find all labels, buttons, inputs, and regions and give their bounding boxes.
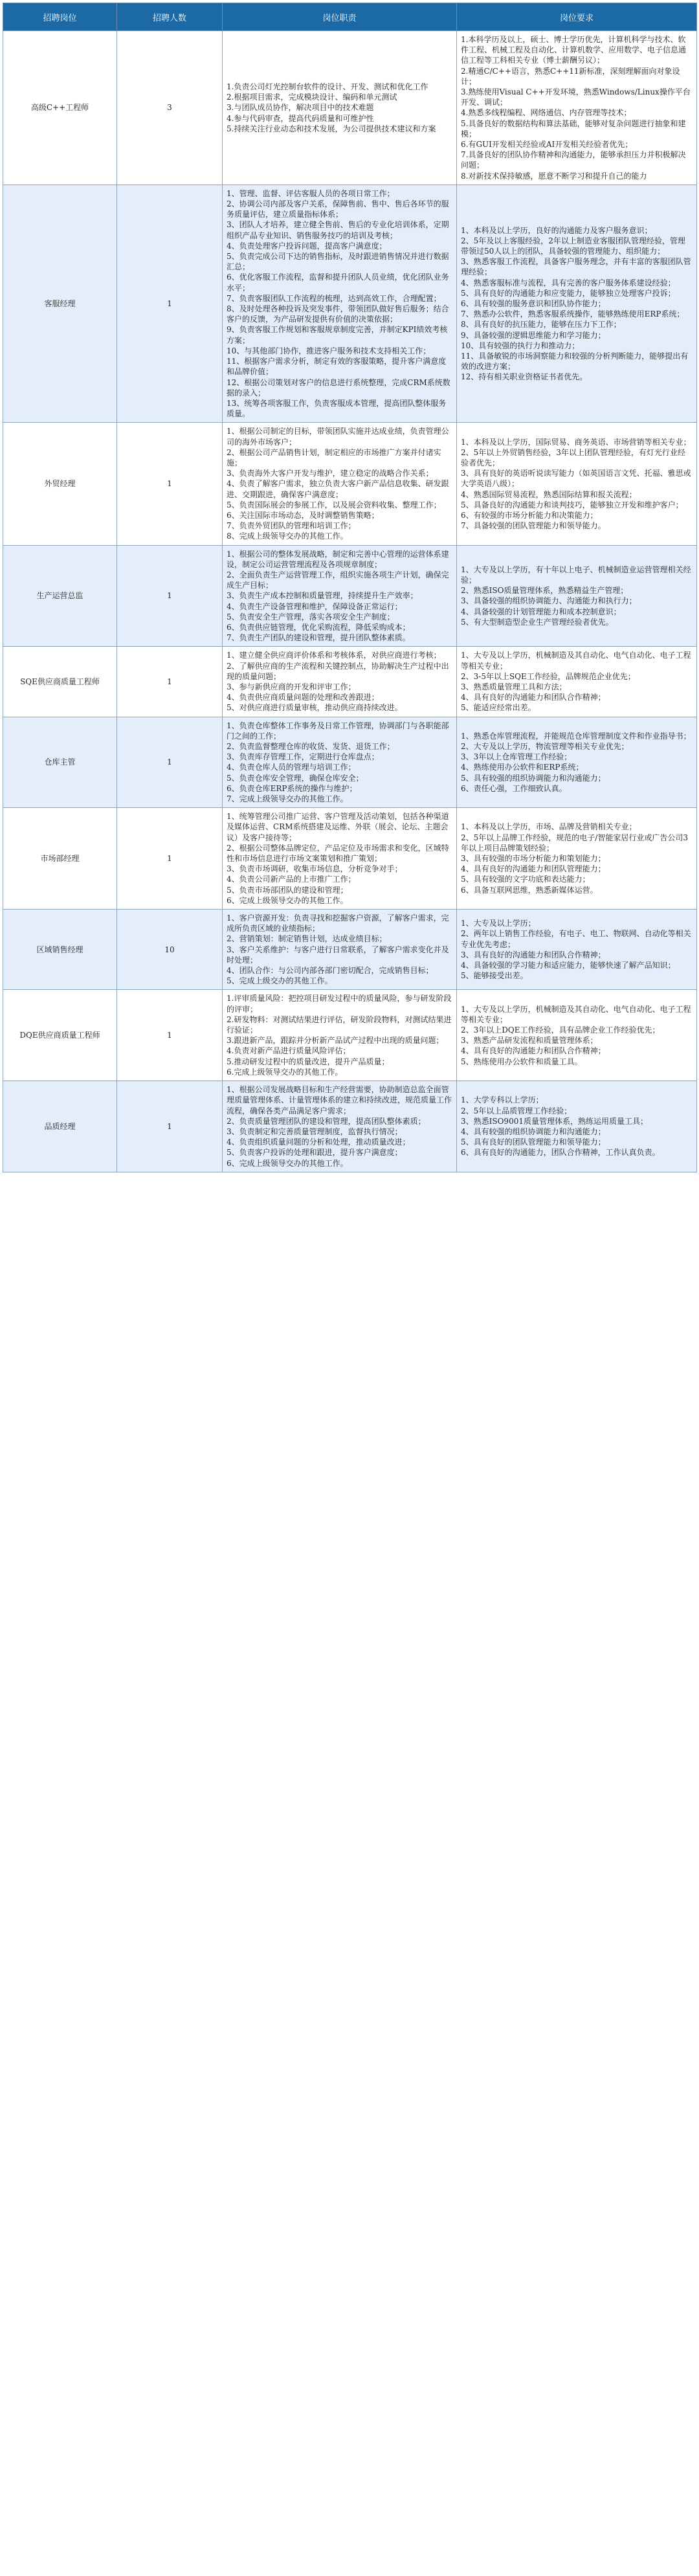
requirement-line: 2、两年以上销售工作经验，有电子、电工、物联网、自动化等相关专业优先考虑；	[461, 929, 691, 949]
duty-line: 2、负责监督整理仓库的收货、发货、退货工作；	[227, 742, 395, 751]
table-row	[3, 808, 697, 910]
table-header	[3, 3, 697, 31]
duty-line: 1、管理、监督、评估客服人员的各项日常工作；	[227, 188, 395, 198]
count-cell: 1	[117, 808, 223, 910]
duty-line: 5、负责安全生产管理，落实各项安全生产制度；	[227, 612, 395, 622]
duty-line: 2、协调公司内部及客户关系，保障售前、售中、售后各环节的服务质量评估，建立质量指标体系；	[227, 199, 449, 219]
duty-line: 1、建立健全供应商评价体系和考核体系，对供应商进行考核；	[227, 651, 441, 660]
duty-line: 5、对供应商进行质量审核，推动供应商持续改进。	[227, 703, 403, 713]
duty-line: 6、优化客服工作流程，监督和提升团队人员业绩，优化团队业务水平；	[227, 273, 449, 293]
requirement-line: 4、熟悉客服标准与流程，具有完善的客户服务体系建设经验；	[461, 278, 676, 287]
count-cell: 1	[117, 1081, 223, 1172]
duty-line: 3、参与新供应商的开发和评审工作；	[227, 682, 356, 691]
requirement-line: 5、具有良好的团队管理能力和领导能力；	[461, 1137, 606, 1147]
duty-line: 1、根据公司发展战略目标和生产经营需要，协助制造总监全面管理质量管理体系、计量管理体系的建立和持续改进，规范质量工作流程，确保各类产品满足客户需求；	[227, 1085, 452, 1115]
position-cell: DQE供应商质量工程师	[3, 990, 117, 1081]
duties-cell	[223, 717, 457, 808]
requirement-line: 5、能适应经常出差。	[461, 703, 536, 713]
duties-cell	[223, 545, 457, 647]
duty-line: 4.参与代码审查，提高代码质量和可维护性	[227, 113, 374, 123]
requirement-line: 1、熟悉仓库管理流程，并能规范仓库管理制度文件和作业指导书；	[461, 731, 691, 741]
table-row	[3, 545, 697, 647]
requirement-line: 3.熟练使用Visual C++开发环境，熟悉Windows/Linux操作平台开发、调试；	[461, 87, 691, 107]
requirements-cell	[457, 647, 697, 717]
requirements-cell	[457, 1081, 697, 1172]
table-row	[3, 717, 697, 808]
duties-cell	[223, 990, 457, 1081]
requirement-line: 6、责任心强，工作细致认真。	[461, 783, 567, 793]
requirement-line: 3、熟悉ISO9001质量管理体系，熟练运用质量工具；	[461, 1116, 648, 1126]
requirement-line: 11、具备敏锐的市场洞察能力和较强的分析判断能力，能够提出有效的改进方案；	[461, 351, 689, 372]
requirement-line: 2、熟悉ISO质量管理体系，熟悉精益生产管理；	[461, 586, 628, 596]
requirement-line: 4.熟悉多线程编程、网络通信、内存管理等技术；	[461, 108, 632, 118]
requirement-line: 5、具有较强的文字功底和表达能力；	[461, 875, 590, 884]
requirement-line: 2、5年以上品质管理工作经验；	[461, 1106, 572, 1115]
position-cell: 生产运营总监	[3, 545, 117, 647]
header-duties: 岗位职责	[223, 3, 457, 31]
duty-line: 1、统筹管理公司推广运营、客户管理及活动策划，包括各种渠道及媒体运营、CRM系统搭建及运维、外联（展会、论坛、主题会议）及客户接待等；	[227, 812, 449, 842]
duties-cell	[223, 185, 457, 422]
duty-line: 7、负责客服团队工作流程的梳理，达到高效工作，合理配置；	[227, 293, 441, 303]
requirement-line: 5、有大型制造型企业生产管理经验者优先。	[461, 617, 614, 627]
requirement-line: 4、具备较强的学习能力和适应能力，能够快速了解产品知识；	[461, 960, 676, 970]
duty-line: 4、负责组织质量问题的分析和处理，推动质量改进；	[227, 1137, 410, 1147]
duty-line: 10、与其他部门协作，推进客户服务和技术支持相关工作；	[227, 346, 431, 355]
requirement-line: 5、能够接受出差。	[461, 971, 528, 981]
requirement-line: 2.精通C/C++语言，熟悉C++11新标准，深刻理解面向对象设计；	[461, 66, 680, 86]
duty-line: 3、负责市场调研，收集市场信息，分析竞争对手；	[227, 864, 403, 874]
duty-line: 5.推动研发过程中的质量改进，提升产品质量；	[227, 1057, 390, 1066]
position-cell: 市场部经理	[3, 808, 117, 910]
position-cell: SQE供应商质量工程师	[3, 647, 117, 717]
requirement-line: 6、具有良好的沟通能力，团队合作精神，工作认真负责。	[461, 1148, 660, 1158]
duties-cell	[223, 910, 457, 990]
duty-line: 3、负责库存管理工作，定期进行仓库盘点；	[227, 752, 379, 762]
requirement-line: 1、本科及以上学历，市场、品牌及营销相关专业；	[461, 822, 637, 832]
duty-line: 4、负责供应商质量问题的处理和改善跟进；	[227, 693, 379, 702]
duty-line: 4、负责生产设备管理和维护，保障设备正常运行；	[227, 601, 403, 611]
count-cell: 1	[117, 545, 223, 647]
duty-line: 6.完成上级领导交办的其他工作。	[227, 1067, 343, 1077]
duties-cell	[223, 647, 457, 717]
table-row	[3, 31, 697, 185]
requirements-cell	[457, 808, 697, 910]
duty-line: 6、负责供应链管理，优化采购流程，降低采购成本；	[227, 622, 410, 632]
requirement-line: 6.有GUI开发相关经验或AI开发相关经验者优先；	[461, 140, 633, 150]
requirement-line: 2、3年以上DQE工作经验，具有品牌企业工作经验优先；	[461, 1025, 660, 1035]
requirement-line: 1、大专及以上学历，有十年以上电子、机械制造业运营管理相关经验；	[461, 565, 691, 585]
duty-line: 6、完成上级领导交办的其他工作。	[227, 1158, 348, 1168]
duty-line: 3、负责生产成本控制和质量管理，持续提升生产效率；	[227, 591, 418, 601]
requirements-cell	[457, 910, 697, 990]
position-cell: 区域销售经理	[3, 910, 117, 990]
count-cell: 1	[117, 647, 223, 717]
requirement-line: 5.具备良好的数据结构和算法基础，能够对复杂问题进行抽象和建模；	[461, 118, 686, 139]
duty-line: 3.与团队成员协作，解决项目中的技术难题	[227, 103, 374, 113]
duty-line: 13、统筹各项客服工作，负责客服成本管理，提高团队整体服务质量。	[227, 398, 447, 419]
duty-line: 4.负责对新产品进行质量风险评估；	[227, 1046, 351, 1056]
duty-line: 9、负责客服工作规划和客服规章制度完善，并制定KPI绩效考核方案；	[227, 325, 448, 345]
duties-cell	[223, 1081, 457, 1172]
duty-line: 7、负责生产团队的建设和管理，提升团队整体素质。	[227, 633, 410, 643]
duty-line: 3、负责海外大客户开发与维护，建立稳定的战略合作关系；	[227, 469, 434, 478]
table-row	[3, 990, 697, 1081]
duty-line: 4、负责仓库人员的管理与培训工作；	[227, 763, 356, 772]
duty-line: 2、根据公司整体品牌定位，产品定位及市场需求和变化，区域特性和市场信息进行市场文案策划和推广策划；	[227, 843, 449, 864]
duty-line: 5、负责市场部团队的建设和管理；	[227, 885, 348, 895]
requirement-line: 4、具有良好的沟通能力和团队合作精神；	[461, 1046, 606, 1056]
count-cell: 1	[117, 717, 223, 808]
duty-line: 12、根据公司策划对客户的信息进行系统整理，完成CRM系统数据的录入；	[227, 377, 450, 398]
requirement-line: 5、具有良好的沟通能力和应变能力，能够独立处理客户投诉；	[461, 288, 676, 298]
duty-line: 4、负责处理客户投诉问题，提高客户满意度；	[227, 241, 387, 251]
duty-line: 5、负责完成公司下达的销售指标，及时跟进销售情况并进行数据汇总；	[227, 252, 449, 272]
header-position: 招聘岗位	[3, 3, 117, 31]
requirements-cell	[457, 423, 697, 545]
requirement-line: 3、熟悉产品研发流程和质量管理体系；	[461, 1036, 598, 1046]
duty-line: 6、负责仓库ERP系统的操作与维护；	[227, 783, 357, 793]
duty-line: 1、负责仓库整体工作事务及日常工作管理，协调部门与各职能部门之间的工作；	[227, 721, 449, 741]
requirement-line: 7、熟悉办公软件，熟悉客服系统操作，能够熟练使用ERP系统；	[461, 309, 685, 319]
duty-line: 2、了解供应商的生产流程和关键控制点，协助解决生产过程中出现的质量问题；	[227, 661, 449, 681]
duty-line: 1.评审质量风险：把控项目研发过程中的质量风险，参与研发阶段的评审；	[227, 994, 452, 1014]
requirement-line: 5、具备良好的沟通能力和谈判技巧，能够独立开发和维护客户；	[461, 500, 683, 510]
requirement-line: 3、3年以上仓库管理工作经验；	[461, 752, 572, 762]
count-cell: 10	[117, 910, 223, 990]
duty-line: 2.根据项目需求，完成模块设计、编码和单元测试	[227, 93, 397, 102]
requirement-line: 1、大专及以上学历；	[461, 919, 536, 928]
duty-line: 3、团队人才培养，建立健全售前、售后的专业化培训体系，定期组织产品专业知识、销售服务技巧的培训及考核；	[227, 220, 449, 240]
requirement-line: 3、具有良好的沟通能力和团队合作精神；	[461, 950, 606, 959]
duty-line: 5、完成上级交办的其他工作。	[227, 976, 333, 986]
requirement-line: 5、熟练使用办公软件和质量工具。	[461, 1057, 582, 1066]
requirement-line: 2、5年以上外贸销售经验，3年以上团队管理经验，有灯光行业经验者优先；	[461, 447, 685, 467]
header-count: 招聘人数	[117, 3, 223, 31]
requirement-line: 4、具有良好的沟通能力和团队管理能力；	[461, 864, 606, 874]
duty-line: 7、负责外贸团队的管理和培训工作；	[227, 521, 356, 531]
duty-line: 2、负责质量管理团队的建设和管理，提高团队整体素质；	[227, 1116, 426, 1126]
duty-line: 1、根据公司的整体发展战略，制定和完善中心管理的运营体系建设，制定公司运营管理流程及各项规章制度；	[227, 549, 449, 569]
requirement-line: 9、具备较强的逻辑思维能力和学习能力；	[461, 330, 606, 340]
duty-line: 1、客户资源开发：负责寻找和挖掘客户资源，了解客户需求，完成所负责区域的业绩指标；	[227, 913, 449, 934]
count-cell: 3	[117, 31, 223, 185]
requirement-line: 4、具有良好的沟通能力和团队合作精神；	[461, 693, 606, 702]
requirement-line: 6、具备互联网思维，熟悉新媒体运营。	[461, 885, 598, 895]
requirements-cell	[457, 545, 697, 647]
requirement-line: 3、具有良好的英语听说读写能力（如英国语言文凭、托福、雅思或大学英语八级）；	[461, 469, 691, 489]
requirement-line: 4、具有较强的组织协调能力和沟通能力；	[461, 1126, 606, 1136]
duty-line: 8、完成上级领导交办的其他工作。	[227, 532, 348, 541]
duty-line: 4、负责了解客户需求，独立负责大客户新产品信息收集、研发跟进、交期跟进，确保客户满意度；	[227, 479, 449, 499]
requirement-line: 1、大学专科以上学历；	[461, 1095, 544, 1105]
duty-line: 1、根据公司制定的目标，带领团队实施并达成业绩，负责管理公司的海外市场客户；	[227, 427, 449, 447]
duty-line: 7、完成上级领导交办的其他工作。	[227, 794, 348, 804]
requirement-line: 3、具备较强的组织协调能力、沟通能力和执行力；	[461, 596, 637, 606]
duties-cell	[223, 31, 457, 185]
requirement-line: 2、大专及以上学历，物流管理等相关专业优先；	[461, 742, 629, 751]
requirement-line: 3、具有较强的市场分析能力和策划能力；	[461, 854, 606, 864]
count-cell: 1	[117, 990, 223, 1081]
position-cell: 仓库主管	[3, 717, 117, 808]
duty-line: 4、团队合作：与公司内部各部门密切配合，完成销售目标；	[227, 966, 434, 976]
duty-line: 5、负责国际展会的参展工作，以及展会资料收集、整理工作；	[227, 500, 441, 510]
requirement-line: 12、持有相关职业资格证书者优先。	[461, 372, 588, 382]
duty-line: 3、客户关系维护：与客户进行日常联系，了解客户需求变化并及时处理；	[227, 945, 449, 965]
requirement-line: 1、本科及以上学历，良好的沟通能力及客户服务意识；	[461, 225, 652, 235]
requirement-line: 6、具有较强的服务意识和团队协作能力；	[461, 298, 606, 308]
duty-line: 2、全面负责生产运营管理工作，组织实施各项生产计划，确保完成生产目标；	[227, 570, 449, 590]
duty-line: 5、负责仓库安全管理，确保仓库安全；	[227, 773, 364, 783]
count-cell: 1	[117, 423, 223, 545]
requirement-line: 3、熟悉质量管理工具和方法；	[461, 682, 567, 691]
requirement-line: 2、5年及以上客服经验，2年以上制造业客服团队管理经验，管理带领过50人以上的团队，具备较强的管理能力、组织能力；	[461, 236, 685, 256]
requirement-line: 1、大专及以上学历，机械制造及其自动化、电气自动化、电子工程等相关专业；	[461, 1004, 691, 1024]
requirement-line: 5、具有较强的组织协调能力和沟通能力；	[461, 773, 606, 783]
requirement-line: 1、本科及以上学历，国际贸易、商务英语、市场营销等相关专业；	[461, 437, 691, 447]
recruitment-table	[3, 3, 697, 1172]
requirement-line: 3、熟悉客服工作流程，具备客户服务理念，并有丰富的客服团队管理经验；	[461, 257, 691, 277]
requirement-line: 2、5年以上品牌工作经验，规范的电子/智能家居行业或广告公司3年以上项目品牌策划经验；	[461, 833, 688, 853]
duty-line: 11、根据客户需求分析，制定有效的客服策略，提升客户满意度和品牌价值；	[227, 357, 447, 377]
requirement-line: 10、具有较强的执行力和推动力；	[461, 341, 580, 350]
table-row	[3, 1081, 697, 1172]
header-requirements: 岗位要求	[457, 3, 697, 31]
requirement-line: 8、具有良好的抗压能力，能够在压力下工作；	[461, 320, 621, 330]
duties-cell	[223, 423, 457, 545]
table-body	[3, 31, 697, 1172]
table-row	[3, 185, 697, 422]
position-cell: 客服经理	[3, 185, 117, 422]
duty-line: 4、负责公司新产品的上市推广工作；	[227, 875, 356, 884]
requirement-line: 6、有较强的市场分析能力和决策能力；	[461, 510, 598, 520]
duty-line: 8、及时处理各种投诉及突发事件，带领团队做好售后服务；结合客户的反馈，为产品研发提供有价值的决策依据；	[227, 304, 449, 324]
duty-line: 2、根据公司产品销售计划，制定相应的市场推广方案并付诸实施；	[227, 447, 441, 467]
table-row	[3, 910, 697, 990]
page	[0, 0, 699, 1178]
position-cell: 品质经理	[3, 1081, 117, 1172]
duty-line: 3.跟进新产品，跟踪并分析新产品试产过程中出现的质量问题；	[227, 1036, 444, 1046]
requirement-line: 1、大专及以上学历，机械制造及其自动化、电气自动化、电子工程等相关专业；	[461, 651, 691, 671]
count-cell: 1	[117, 185, 223, 422]
duty-line: 6、关注国际市场动态，及时调整销售策略；	[227, 510, 379, 520]
requirements-cell	[457, 990, 697, 1081]
requirements-cell	[457, 31, 697, 185]
requirement-line: 2、3-5年以上SQE工作经验，品牌规范企业优先；	[461, 671, 636, 681]
requirement-line: 4、熟悉国际贸易流程，熟悉国际结算和报关流程；	[461, 489, 637, 499]
requirement-line: 7.具备良好的团队协作精神和沟通能力，能够承担压力并积极解决问题；	[461, 150, 686, 170]
requirement-line: 4、熟练使用办公软件和ERP系统；	[461, 763, 584, 772]
duties-cell	[223, 808, 457, 910]
duty-line: 1.负责公司灯光控制台软件的设计、开发、测试和优化工作	[227, 82, 428, 91]
requirements-cell	[457, 717, 697, 808]
table-row	[3, 647, 697, 717]
position-cell: 外贸经理	[3, 423, 117, 545]
table-row	[3, 423, 697, 545]
duty-line: 5、负责客户投诉的处理和跟进，提升客户满意度；	[227, 1148, 403, 1158]
duty-line: 6、完成上级领导交办的其他工作。	[227, 895, 348, 905]
requirements-cell	[457, 185, 697, 422]
duty-line: 3、负责制定和完善质量管理制度，监督执行情况；	[227, 1126, 403, 1136]
requirement-line: 8.对新技术保持敏感，愿意不断学习和提升自己的能力	[461, 171, 647, 181]
duty-line: 5.持续关注行业动态和技术发展，为公司提供技术建议和方案	[227, 124, 436, 133]
requirement-line: 1.本科学历及以上，硕士、博士学历优先，计算机科学与技术、软件工程、机械工程及自动化、计算机数学、应用数学、电子信息通信工程等工科相关专业（博士薪酬另议）；	[461, 35, 687, 65]
requirement-line: 7、具备较强的团队管理能力和领导能力。	[461, 521, 606, 531]
position-cell: 高级C++工程师	[3, 31, 117, 185]
duty-line: 2、营销策划：制定销售计划，达成业绩目标；	[227, 934, 387, 944]
requirement-line: 4、具备较强的计划管理能力和成本控制意识；	[461, 607, 621, 616]
duty-line: 2.研发物料：对测试结果进行评估，研发阶段物料，对测试结果进行验证；	[227, 1014, 452, 1035]
